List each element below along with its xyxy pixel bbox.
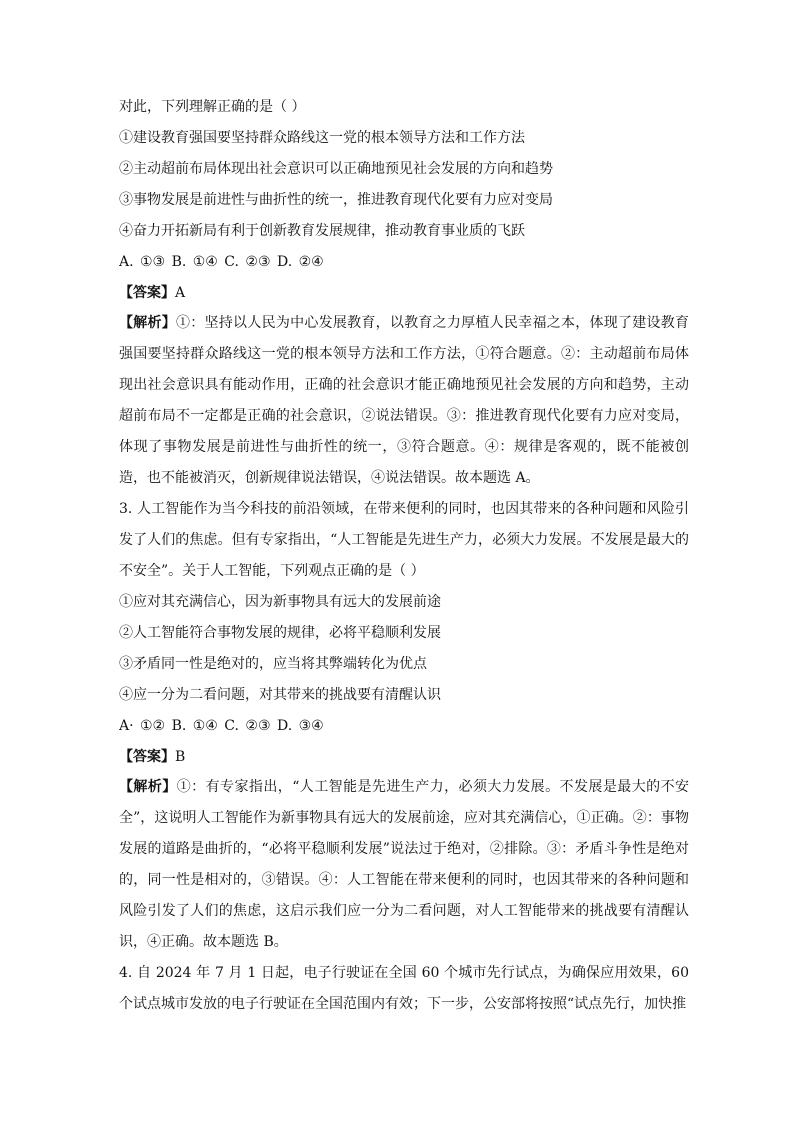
q3-answer [119,747,689,767]
answer-value: B [175,749,186,765]
q3-option-4: ④应一分为二看问题，对其带来的挑战要有清醒认识 [119,687,441,703]
q3-option-3: ③矛盾同一性是绝对的，应当将其弊端转化为优点 [119,656,427,672]
q3-option-1: ①应对其充满信心，因为新事物具有远大的发展前途 [119,594,441,610]
q2-option-2: ②主动超前布局体现出社会意识可以正确地预见社会发展的方向和趋势 [119,161,553,177]
answer-label: 【答案】 [119,749,175,765]
q3-choices: A· ①② B. ①④ C. ②③ D. ③④ [119,718,324,734]
q2-analysis [119,308,689,494]
q3-stem: 3. 人工智能作为当今科技的前沿领域，在带来便利的同时，也因其带来的各种问题和风险引发了人们的焦虑。但有专家指出，“人工智能是先进生产力，必须大力发展。不发展是最大的不安全”。关于人工智能，下列观点正确的是（ ） [119,501,689,579]
analysis-label: 【解析】 [119,779,177,795]
document-body [119,97,689,1020]
analysis-text: ①：坚持以人民为中心发展教育，以教育之力厚植人民幸福之本，体现了建设教育强国要坚持群众路线这一党的根本领导方法和工作方法，①符合题意。②：主动超前布局体现出社会意识具有能动作用，正确的社会意识才能正确地预见社会发展的方向和趋势，主动超前布局不一定都是正确的社会意识，②说法错误。③：推进教育现代化要有力应对变局，体现了事物发展是前进性与曲折性的统一，③符合题意。④：规律是客观的，既不能被创造，也不能被消灭，创新规律说法错误，④说法错误。故本题选 A。 [119,315,690,486]
q3-option-2: ②人工智能符合事物发展的规律，必将平稳顺利发展 [119,625,441,641]
q2-option-4: ④奋力开拓新局有利于创新教育发展规律，推动教育事业质的飞跃 [119,223,525,239]
q4-stem: 4. 自 2024 年 7 月 1 日起，电子行驶证在全国 60 个城市先行试点，为确保应用效果，60 个试点城市发放的电子行驶证在全国范围内有效；下一步，公安部将按照“试点先行，加快推 [119,965,689,1012]
q2-choices: A. ①③ B. ①④ C. ②③ D. ②④ [119,254,324,270]
answer-value: A [175,285,186,301]
q3-analysis [119,772,689,958]
analysis-label: 【解析】 [119,315,177,331]
q2-stem: 对此，下列理解正确的是（ ） [119,99,306,115]
q2-answer [119,283,689,303]
analysis-text: ①：有专家指出，“人工智能是先进生产力，必须大力发展。不发展是最大的不安全”，这说明人工智能作为新事物具有远大的发展前途，应对其充满信心，①正确。②：事物发展的道路是曲折的，“必将平稳顺利发展”说法过于绝对，②排除。③：矛盾斗争性是绝对的，同一性是相对的，③错误。④：人工智能在带来便利的同时，也因其带来的各种问题和风险引发了人们的焦虑，这启示我们应一分为二看问题，对人工智能带来的挑战要有清醒认识，④正确。故本题选 B。 [119,779,690,950]
q2-option-3: ③事物发展是前进性与曲折性的统一，推进教育现代化要有力应对变局 [119,192,553,208]
answer-label: 【答案】 [119,285,175,301]
q2-option-1: ①建设教育强国要坚持群众路线这一党的根本领导方法和工作方法 [119,130,525,146]
